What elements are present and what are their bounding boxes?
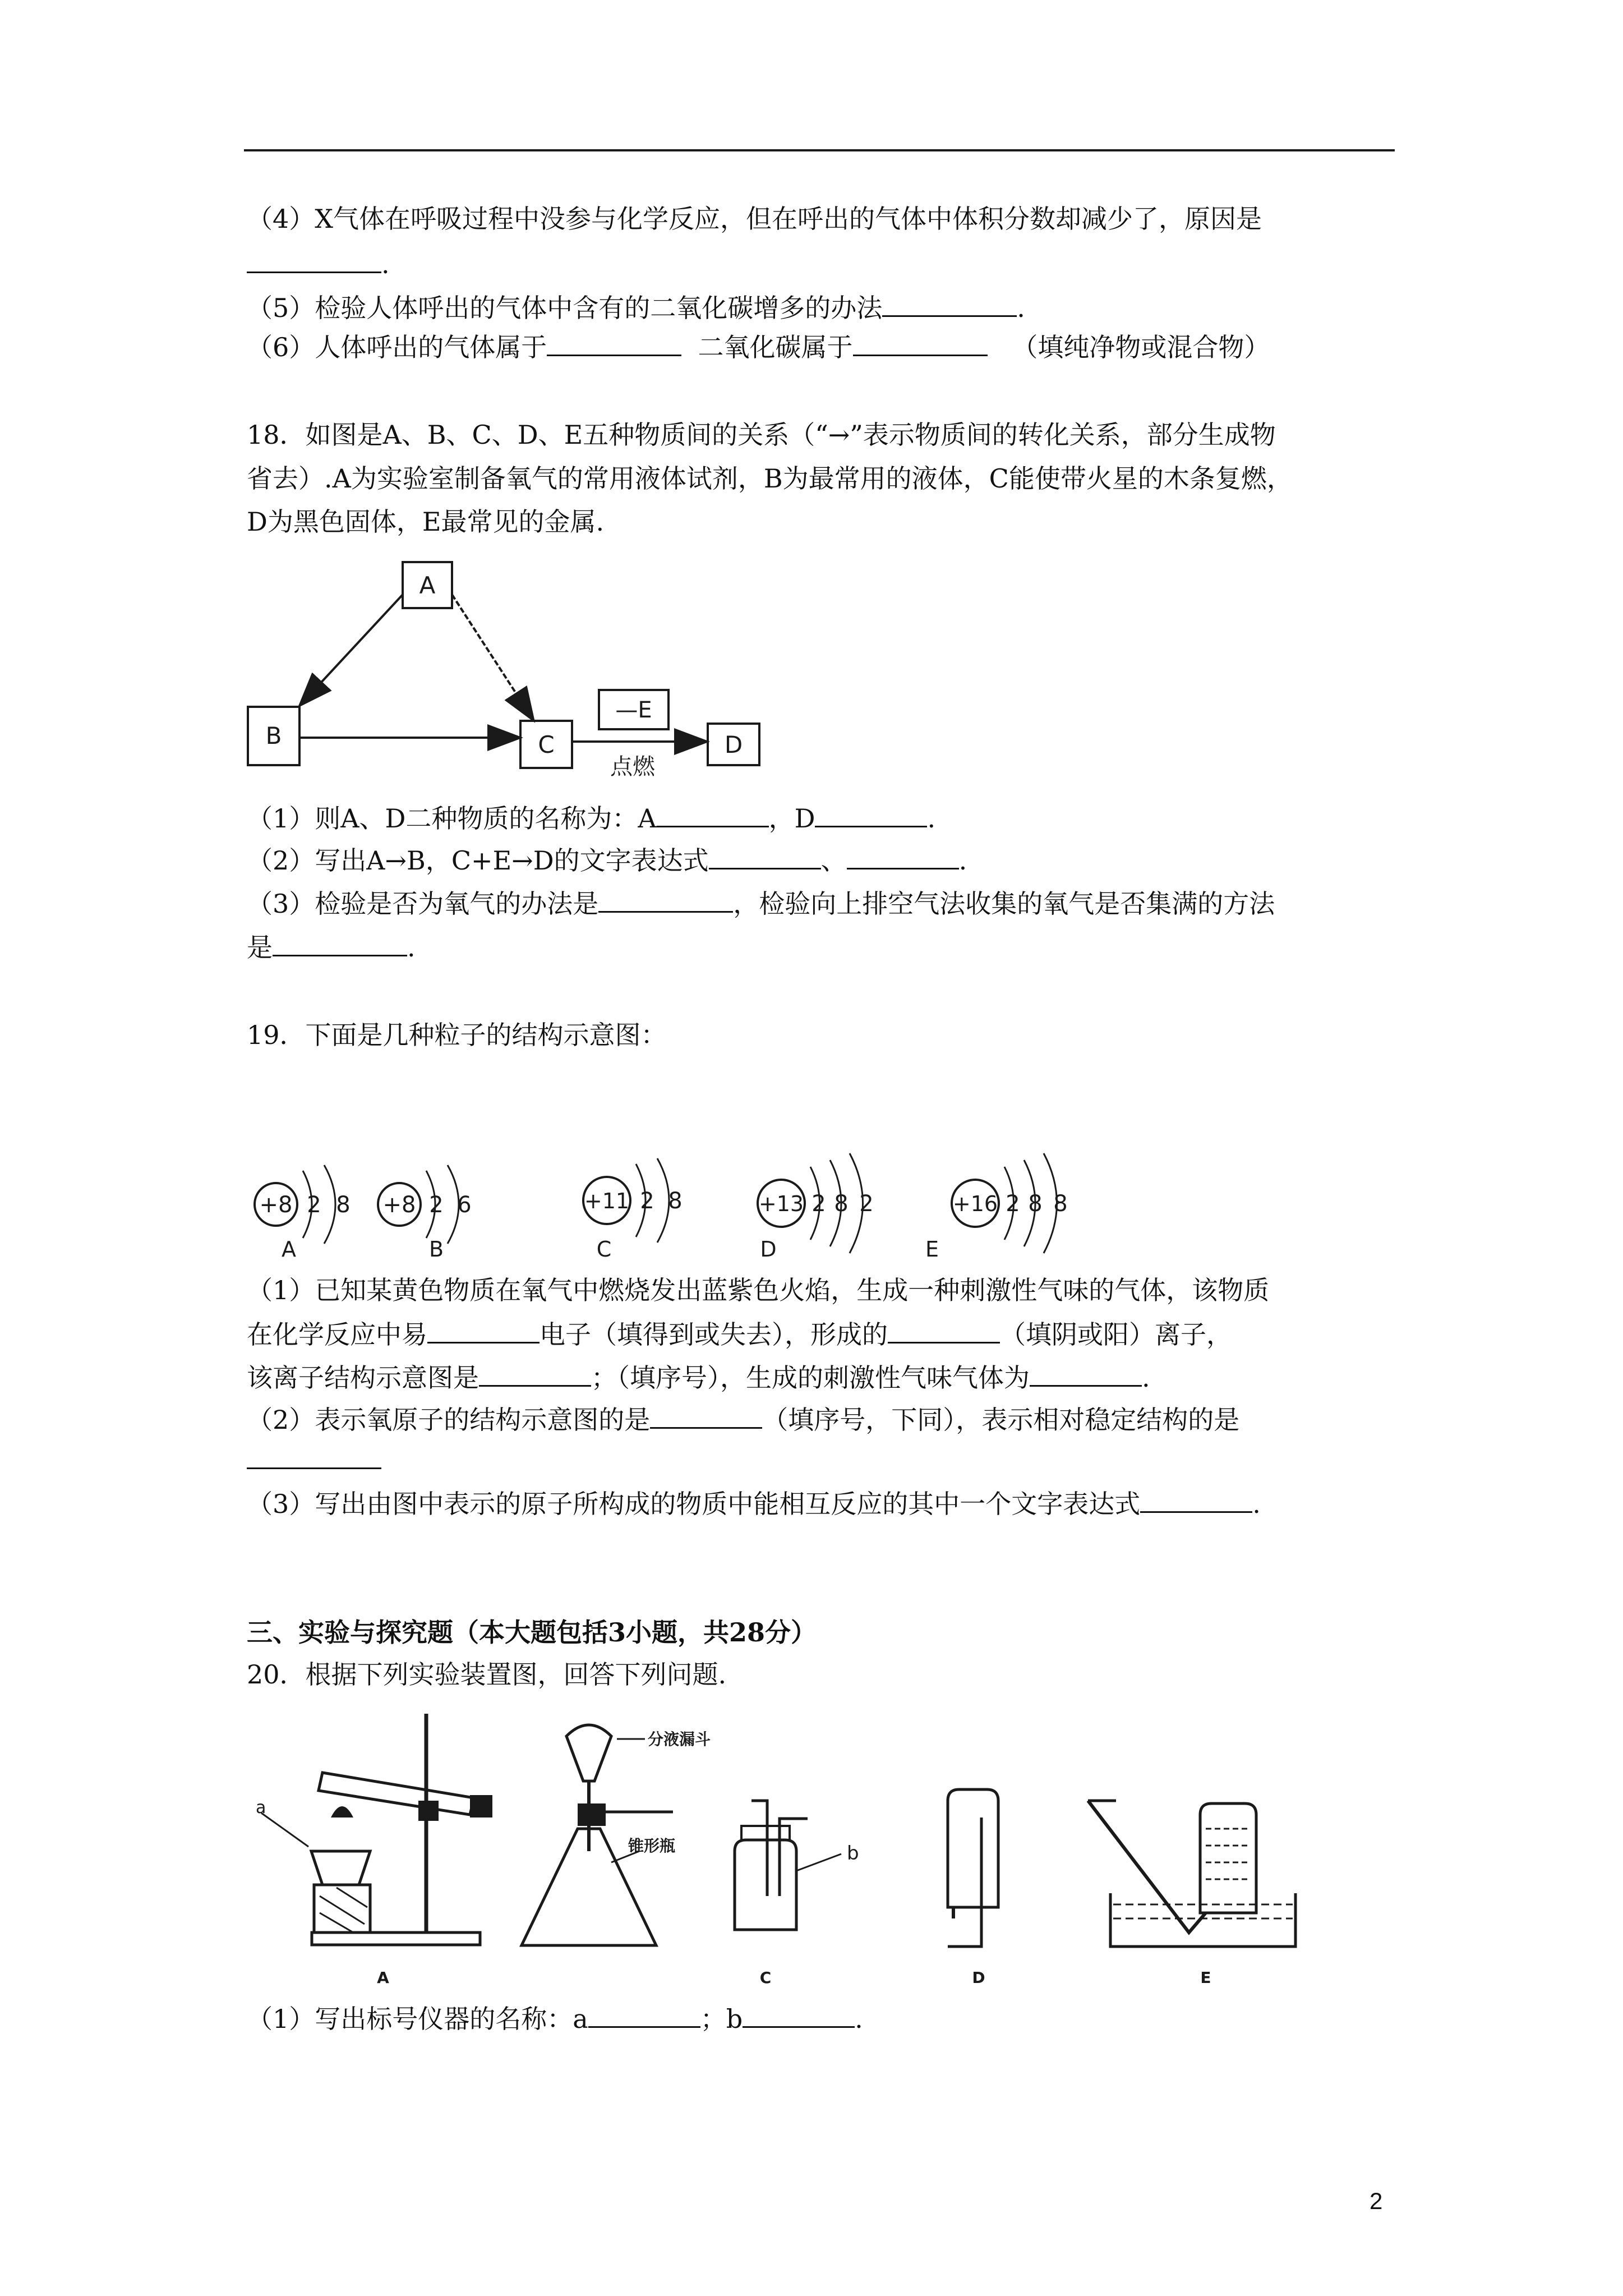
svg-text:2: 2 xyxy=(307,1192,321,1218)
q19-stem: 19．下面是几种粒子的结构示意图： xyxy=(247,1020,667,1050)
ignite-label: 点燃 xyxy=(610,754,655,780)
svg-text:C: C xyxy=(538,731,555,758)
q19-part1-line1: （1）已知某黄色物质在氧气中燃烧发出蓝紫色火焰，生成一种刺激性气味的气体，该物质 xyxy=(247,1275,1270,1305)
q19-part2: （2）表示氧原子的结构示意图的是 （填序号，下同），表示相对稳定结构的是 xyxy=(247,1402,1413,1437)
svg-text:8: 8 xyxy=(1028,1191,1043,1217)
q18-part2: （2）写出A→B，C+E→D的文字表达式 、 . xyxy=(247,843,1413,877)
section-heading: 三、实验与探究题（本大题包括3小题，共28分） xyxy=(247,1617,817,1648)
svg-text:8: 8 xyxy=(834,1191,849,1217)
svg-text:2: 2 xyxy=(811,1191,826,1217)
svg-text:D: D xyxy=(724,731,743,758)
q17-part6: （6）人体呼出的气体属于 二氧化碳属于 （填纯净物或混合物） xyxy=(247,330,1413,364)
q19-part1-line3: 该离子结构示意图是 ；（填序号），生成的刺激性气味气体为 . xyxy=(247,1360,1413,1395)
svg-text:2: 2 xyxy=(859,1191,874,1217)
svg-text:2: 2 xyxy=(429,1192,444,1218)
q20-part1: （1）写出标号仪器的名称：a ；b . xyxy=(247,2001,1413,2036)
svg-text:+8: +8 xyxy=(259,1192,293,1218)
svg-text:B: B xyxy=(265,722,282,749)
apparatus-a xyxy=(256,1714,492,1987)
svg-text:A: A xyxy=(282,1237,296,1262)
q19-part3: （3）写出由图中表示的原子所构成的物质中能相互反应的其中一个文字表达式 . xyxy=(247,1487,1413,1521)
svg-text:C: C xyxy=(596,1237,612,1262)
q18-stem-line2: 省去）.A为实验室制备氧气的常用液体试剂，B为最常用的液体，C能使带火星的木条复燃， xyxy=(247,463,1293,494)
svg-text:+8: +8 xyxy=(382,1192,416,1218)
svg-text:8: 8 xyxy=(336,1192,351,1218)
svg-text:8: 8 xyxy=(1053,1191,1068,1217)
q17-part4-answer-line: . xyxy=(247,247,1413,281)
svg-text:分液漏斗: 分液漏斗 xyxy=(648,1730,711,1749)
svg-text:6: 6 xyxy=(457,1192,472,1218)
apparatus-d xyxy=(948,1789,998,1987)
svg-text:D: D xyxy=(760,1237,777,1262)
q20-stem: 20．根据下列实验装置图，回答下列问题. xyxy=(247,1659,727,1690)
apparatus-b xyxy=(522,1725,711,1945)
q18-part3-cont: 是 . xyxy=(247,930,1413,964)
svg-text:2: 2 xyxy=(1006,1191,1020,1217)
svg-text:E: E xyxy=(925,1237,939,1262)
svg-text:D: D xyxy=(972,1968,985,1987)
apparatus-e xyxy=(1088,1801,1295,1987)
svg-text:+16: +16 xyxy=(952,1191,998,1216)
q18-part1: （1）则A、D二种物质的名称为：A ，D . xyxy=(247,801,1413,835)
svg-text:C: C xyxy=(759,1968,772,1987)
svg-text:+13: +13 xyxy=(758,1191,804,1216)
q17-part4: （4）X气体在呼吸过程中没参与化学反应，但在呼出的气体中体积分数却减少了，原因是 xyxy=(247,204,1262,234)
q19-part1-line2: 在化学反应中易 电子（填得到或失去），形成的 （填阴或阳）离子， xyxy=(247,1317,1413,1351)
q18-stem-line1: 18．如图是A、B、C、D、E五种物质间的关系（“→”表示物质间的转化关系，部分生成物 xyxy=(247,420,1276,450)
svg-text:锥形瓶: 锥形瓶 xyxy=(628,1837,676,1855)
apparatus-c xyxy=(735,1801,859,1987)
svg-text:+11: +11 xyxy=(584,1189,630,1213)
svg-text:E: E xyxy=(1200,1968,1211,1987)
q18-stem-line3: D为黑色固体，E最常见的金属. xyxy=(247,507,605,537)
svg-text:8: 8 xyxy=(668,1188,683,1214)
svg-text:a: a xyxy=(256,1798,266,1818)
answer-blank[interactable] xyxy=(588,2001,700,2028)
q17-part5: （5）检验人体呼出的气体中含有的二氧化碳增多的办法 . xyxy=(247,291,1413,325)
answer-blank[interactable] xyxy=(743,2001,855,2028)
page-number: 2 xyxy=(1370,2188,1383,2214)
svg-text:A: A xyxy=(377,1968,389,1987)
svg-text:2: 2 xyxy=(640,1188,654,1214)
svg-text:b: b xyxy=(847,1842,859,1865)
q18-part3: （3）检验是否为氧气的办法是 ，检验向上排空气法收集的氧气是否集满的方法 xyxy=(247,886,1413,921)
svg-text:A: A xyxy=(419,572,436,599)
svg-text:B: B xyxy=(428,1237,444,1262)
svg-text:—E: —E xyxy=(615,697,652,723)
